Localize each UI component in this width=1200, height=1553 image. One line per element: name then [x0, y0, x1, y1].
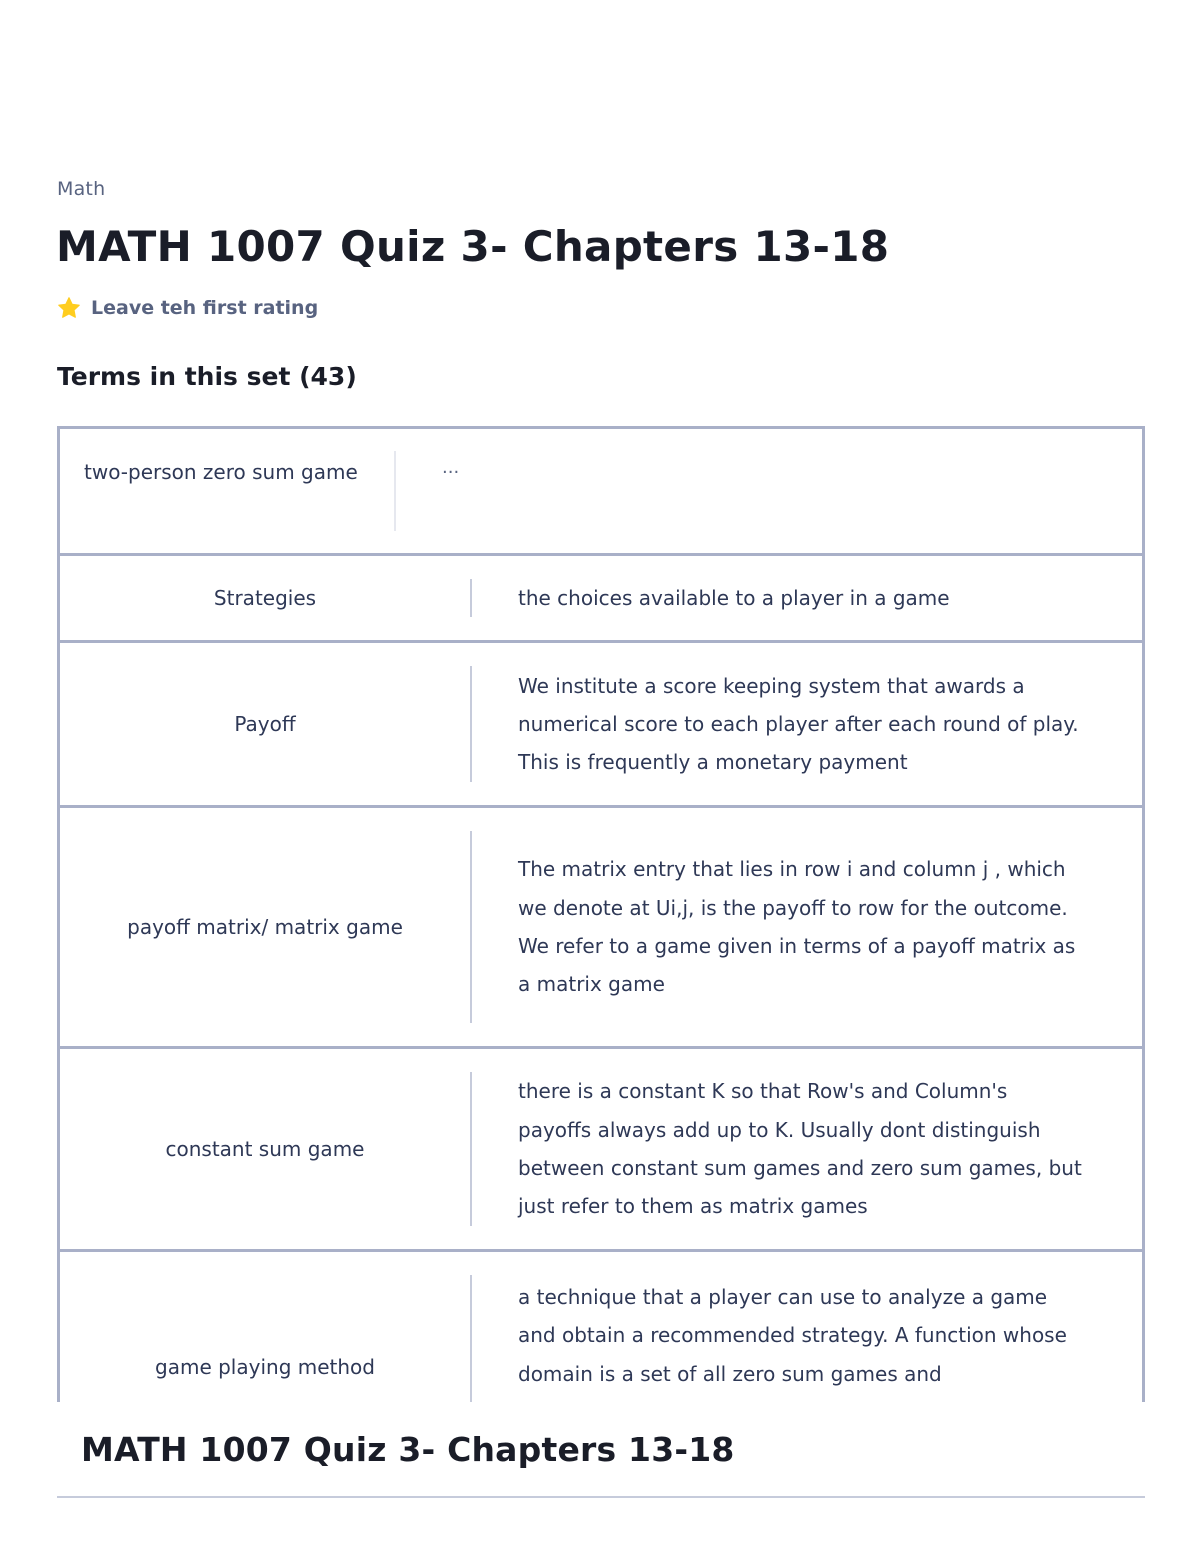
term-card [57, 805, 1145, 1046]
term-text: Payoff [234, 712, 296, 736]
definition-text: We institute a score keeping system that awards a numerical score to each player after each round of play. This is frequently a monetary payment [518, 673, 1079, 775]
term-text: Strategies [213, 586, 317, 610]
definition-text: ... [442, 457, 460, 478]
page-title: MATH 1007 Quiz 3- Chapters 13-18 [56, 222, 890, 271]
term-text: payoff matrix/ matrix game [127, 915, 403, 939]
term-card [57, 1046, 1145, 1249]
term-text: constant sum game [165, 1137, 365, 1161]
definition-text: the choices available to a player in a game [518, 585, 950, 610]
rating-label[interactable]: Leave teh first rating [91, 297, 319, 319]
definition-line: We refer to a game given in terms of a payoff matrix as a matrix game [518, 934, 1076, 997]
definition-line: The matrix entry that lies in row i and column j , which we denote at Ui,j, is the payoff to row for the outcome. [518, 857, 1068, 920]
definition-text: a technique that a player can use to analyze a game and obtain a recommended strategy. A function whose domain is a set of all zero sum games and [518, 1285, 1067, 1386]
term-card [57, 640, 1145, 805]
terms-list [57, 426, 1145, 1402]
definition-text: there is a constant K so that Row's and Column's payoffs always add up to K. Usually dont distinguish between constant sum games and zero sum games, but just refer to them as matrix games [518, 1079, 1082, 1219]
term-card [57, 553, 1145, 640]
term-text: game playing method [155, 1355, 375, 1379]
footer-title: MATH 1007 Quiz 3- Chapters 13-18 [81, 1430, 735, 1469]
star-icon [57, 296, 81, 320]
term-text: two-person zero sum game [84, 460, 358, 484]
breadcrumb[interactable]: Math [57, 178, 106, 200]
terms-heading: Terms in this set (43) [57, 362, 357, 391]
footer-divider [57, 1496, 1145, 1498]
term-card [57, 426, 1145, 553]
term-card [57, 1249, 1145, 1402]
definition-text [472, 850, 1142, 1003]
rating-link[interactable] [57, 296, 318, 320]
